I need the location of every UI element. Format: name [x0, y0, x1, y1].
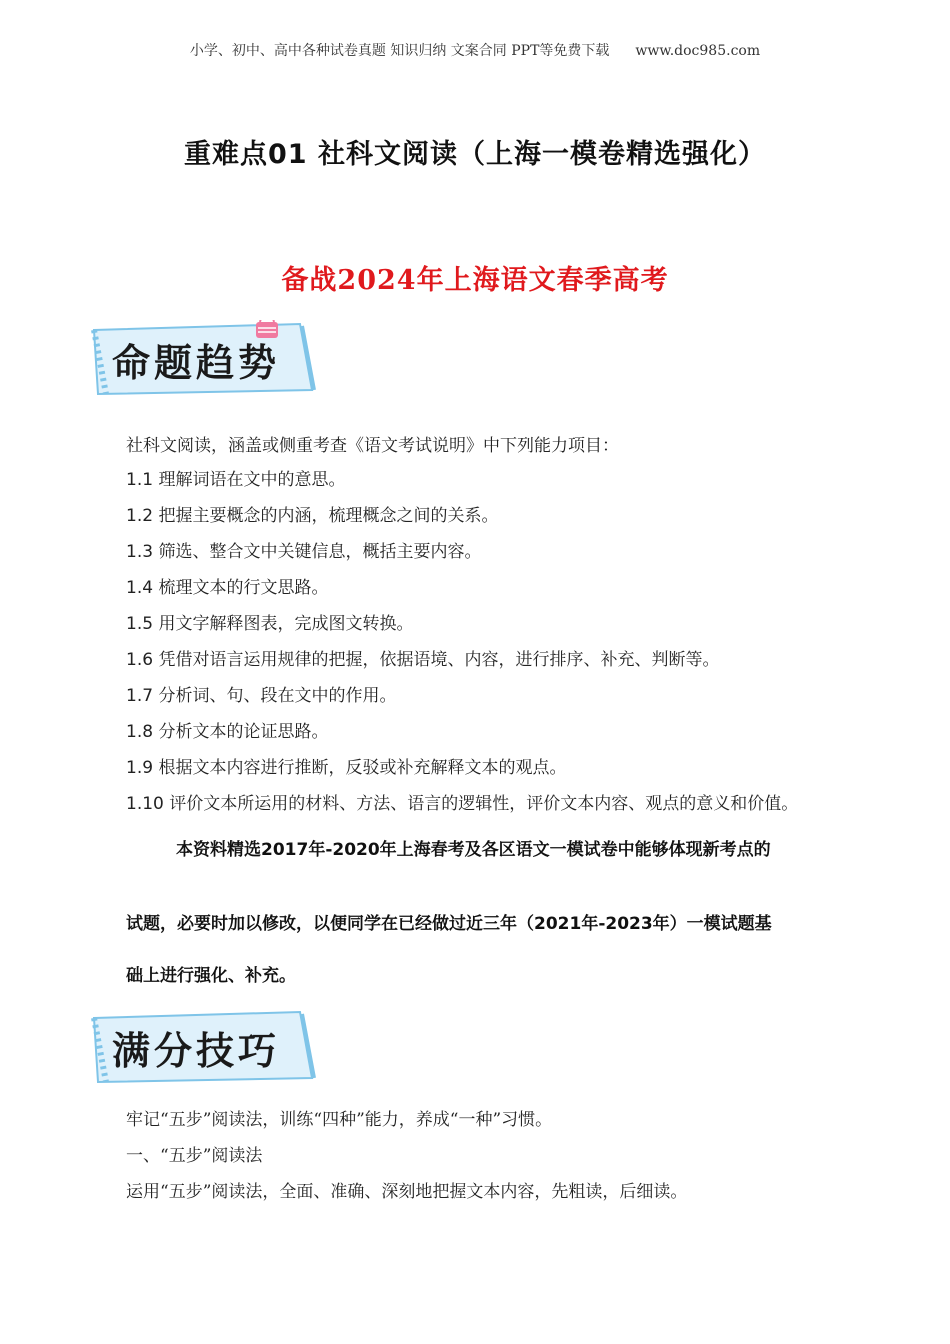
document-title: 重难点01 社科文阅读（上海一模卷精选强化） — [184, 139, 766, 170]
section-badge-trend — [90, 320, 316, 398]
list-item: 1.9 根据文本内容进行推断，反驳或补充解释文本的观点。 — [126, 758, 567, 778]
page-header — [0, 40, 950, 60]
section1-intro: 社科文阅读，涵盖或侧重考查《语文考试说明》中下列能力项目： — [126, 436, 619, 456]
header-site-link[interactable]: www.doc985.com — [635, 43, 761, 59]
header-text: 小学、初中、高中各种试卷真题 知识归纳 文案合同 PPT等免费下载 — [189, 43, 610, 59]
note-line: 本资料精选2017年-2020年上海春考及各区语文一模试卷中能够体现新考点的 — [176, 840, 771, 860]
list-item: 1.7 分析词、句、段在文中的作用。 — [126, 686, 397, 706]
note-line: 试题，必要时加以修改，以便同学在已经做过近三年（2021年-2023年）一模试题基 — [126, 914, 772, 934]
list-item: 1.10 评价文本所运用的材料、方法、语言的逻辑性，评价文本内容、观点的意义和价值。 — [126, 794, 799, 814]
section2-line: 运用“五步”阅读法，全面、准确、深刻地把握文本内容，先粗读，后细读。 — [126, 1182, 688, 1202]
note-line: 础上进行强化、补充。 — [126, 966, 296, 986]
list-item: 1.2 把握主要概念的内涵，梳理概念之间的关系。 — [126, 506, 499, 526]
list-item: 1.8 分析文本的论证思路。 — [126, 722, 329, 742]
list-item: 1.5 用文字解释图表，完成图文转换。 — [126, 614, 414, 634]
list-item: 1.1 理解词语在文中的意思。 — [126, 470, 346, 490]
list-item: 1.3 筛选、整合文中关键信息，概括主要内容。 — [126, 542, 482, 562]
section-badge-tips — [90, 1008, 316, 1086]
badge-label: 满分技巧 — [112, 1028, 281, 1073]
document-subtitle: 备战2024年上海语文春季高考 — [281, 265, 669, 296]
badge-label: 命题趋势 — [112, 340, 281, 385]
section2-heading: 一、“五步”阅读法 — [126, 1146, 263, 1166]
list-item: 1.6 凭借对语言运用规律的把握，依据语境、内容，进行排序、补充、判断等。 — [126, 650, 720, 670]
list-item: 1.4 梳理文本的行文思路。 — [126, 578, 329, 598]
section2-line: 牢记“五步”阅读法，训练“四种”能力，养成“一种”习惯。 — [126, 1110, 553, 1130]
